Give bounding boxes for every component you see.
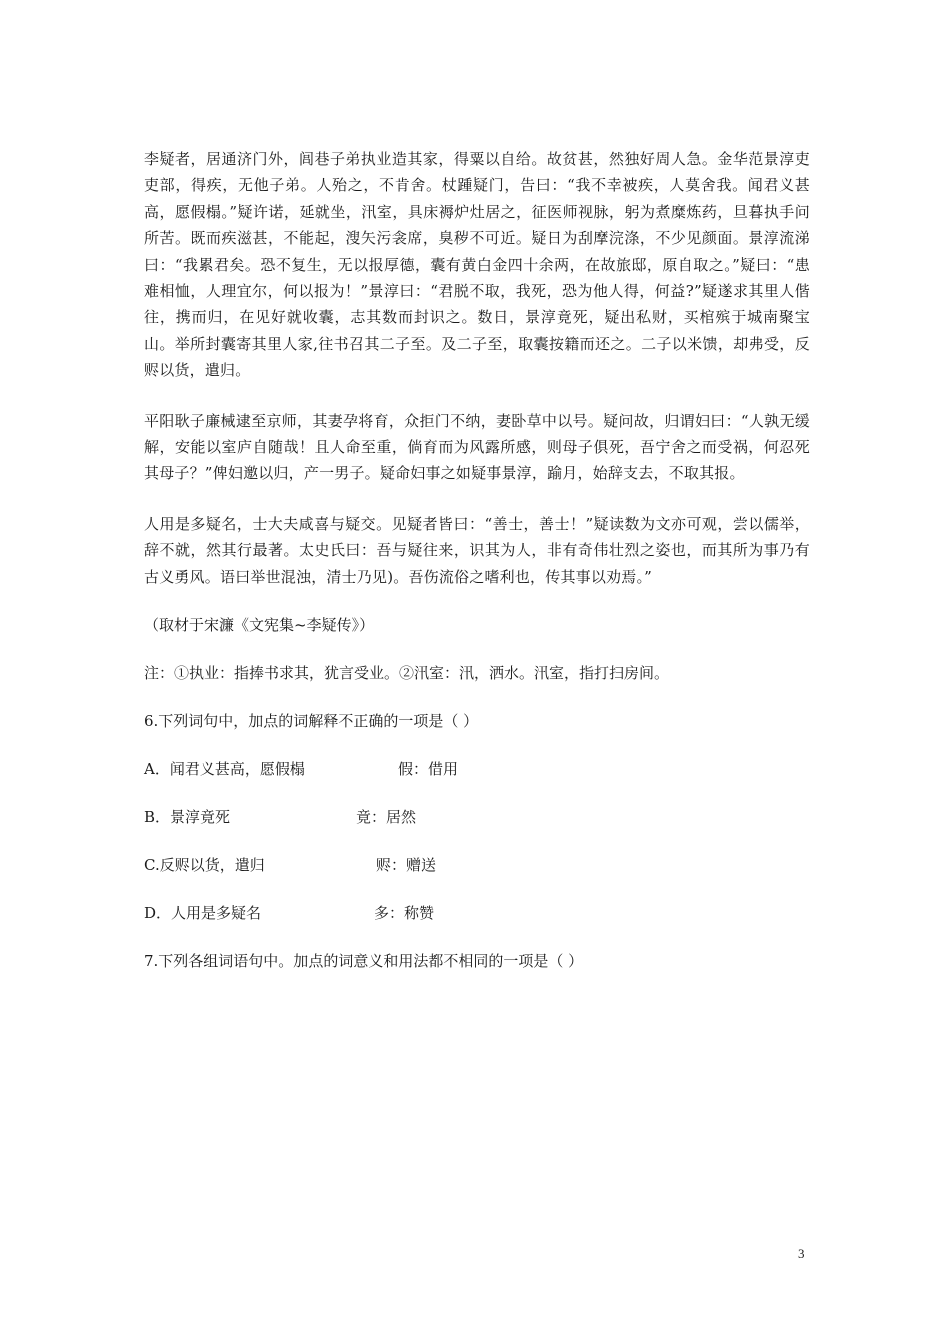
option-gloss: 假：借用 <box>398 760 459 779</box>
option-gloss: 竟：居然 <box>356 808 417 827</box>
option-sentence: D．人用是多疑名 <box>144 904 262 923</box>
passage-source: （取材于宋濂《文宪集~李疑传》） <box>144 616 375 635</box>
question-6-option-c <box>144 852 810 878</box>
passage-paragraph-2: 平阳耿子廉械逮至京师，其妻孕将育，众拒门不纳，妻卧草中以号。疑问故，归谓妇曰：“人孰无缓解，安能以室庐自随哉！且人命至重，倘育而为风露所感，则母子俱死，吾宁舍之而受祸，何忍死其母子？”俾妇邀以归，产一男子。疑命妇事之如疑事景淳，踰月，始辞支去，不取其报。 <box>144 411 810 483</box>
question-6-stem: 6.下列词句中，加点的词解释不正确的一项是（ ） <box>144 712 479 731</box>
option-sentence: A．闻君义甚高，愿假榻 <box>144 760 305 779</box>
page-number: 3 <box>798 1246 805 1261</box>
question-6-option-d <box>144 900 810 926</box>
passage-paragraph-3: 人用是多疑名，士大夫咸喜与疑交。见疑者皆曰：“善士，善士！”疑读数为文亦可观，尝以儒举，辞不就，然其行最著。太史氏曰：吾与疑往来，识其为人，非有奇伟壮烈之姿也，而其所为事乃有古义勇风。语曰举世混浊，清士乃见)。吾伤流俗之嗜利也，传其事以劝焉。” <box>144 514 810 586</box>
option-gloss: 赆：赠送 <box>376 856 437 875</box>
option-sentence: B．景淳竟死 <box>144 808 231 827</box>
option-sentence: C.反赆以货，遣归 <box>144 856 265 875</box>
question-6-option-b <box>144 804 810 830</box>
question-7-stem: 7.下列各组词语句中。加点的词意义和用法都不相同的一项是（ ） <box>144 952 584 971</box>
passage-note: 注：①执业：指捧书求其，犹言受业。②汛室：汛，洒水。汛室，指打扫房间。 <box>144 664 670 683</box>
passage-paragraph-1: 李疑者，居通济门外，闾巷子弟执业造其家，得粟以自给。故贫甚，然独好周人急。金华范景淳吏吏部，得疾，无他子弟。人殆之，不肯舍。杖踵疑门，告曰：“我不幸被疾，人莫舍我。闻君义甚高，愿假榻。”疑许诺，延就坐，汛室，具床褥炉灶居之，征医师视脉，躬为煮糜炼药，旦暮执手问所苦。既而疾滋甚，不能起，溲矢污衾席，臭秽不可近。疑日为刮摩浣涤，不少见颜面。景淳流涕曰：“我累君矣。恐不复生，无以报厚德，囊有黄白金四十余两，在故旅邸，原自取之。”疑曰：“患难相恤，人理宜尔，何以报为！”景淳曰：“君脱不取，我死，恐为他人得，何益?”疑遂求其里人偕往，携而归，在见好就收囊，志其数而封识之。数日，景淳竟死，疑出私财，买棺殡于城南聚宝山。举所封囊寄其里人家,往书召其二子至。及二子至，取囊按籍而还之。二子以米馈，却弗受，反赆以货，遣归。 <box>144 150 810 380</box>
page-content <box>144 146 810 974</box>
question-6-option-a <box>144 756 810 782</box>
option-gloss: 多：称赞 <box>374 904 435 923</box>
